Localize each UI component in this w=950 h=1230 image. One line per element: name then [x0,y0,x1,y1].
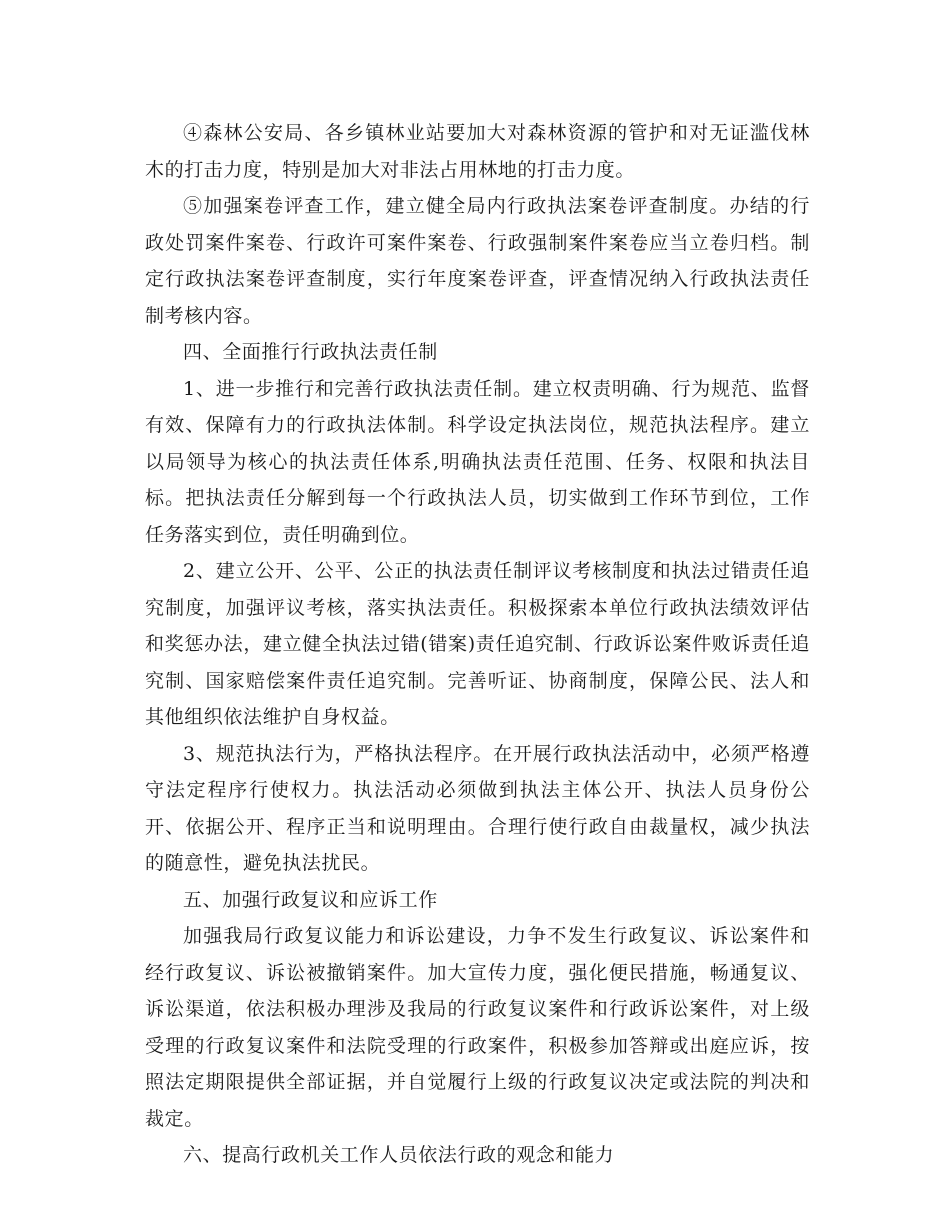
document-body [145,115,810,1174]
paragraph-review-litigation: 加强我局行政复议能力和诉讼建设，力争不发生行政复议、诉讼案件和经行政复议、诉讼被撤销案件。加大宣传力度，强化便民措施，畅通复议、诉讼渠道，依法积极办理涉及我局的行政复议案件和行政诉讼案件，对上级受理的行政复议案件和法院受理的行政案件，积极参加答辩或出庭应诉，按照法定期限提供全部证据，并自觉履行上级的行政复议决定或法院的判决和裁定。 [145,925,810,1130]
section-heading-5: 五、加强行政复议和应诉工作 [183,888,438,911]
paragraph-item-2: 2、建立公开、公平、公正的执法责任制评议考核制度和执法过错责任追究制度，加强评议考核，落实执法责任。积极探索本单位行政执法绩效评估和奖惩办法，建立健全执法过错(错案)责任追究制、行政诉讼案件败诉责任追究制、国家赔偿案件责任追究制。完善听证、协商制度，保障公民、法人和其他组织依法维护自身权益。 [145,560,810,728]
paragraph-item-1: 1、进一步推行和完善行政执法责任制。建立权责明确、行为规范、监督有效、保障有力的行政执法体制。科学设定执法岗位，规范执法程序。建立以局领导为核心的执法责任体系,明确执法责任范围、任务、权限和执法目标。把执法责任分解到每一个行政执法人员，切实做到工作环节到位，工作任务落实到位，责任明确到位。 [145,377,810,546]
paragraph-case-review: ⑤加强案卷评查工作，建立健全局内行政执法案卷评查制度。办结的行政处罚案件案卷、行政许可案件案卷、行政强制案件案卷应当立卷归档。制定行政执法案卷评查制度，实行年度案卷评查，评查情况纳入行政执法责任制考核内容。 [145,195,810,327]
section-heading-6: 六、提高行政机关工作人员依法行政的观念和能力 [183,1144,615,1166]
paragraph-forest-police: ④森林公安局、各乡镇林业站要加大对森林资源的管护和对无证滥伐林木的打击力度，特别是加大对非法占用林地的打击力度。 [145,122,810,181]
paragraph-item-3: 3、规范执法行为，严格执法程序。在开展行政执法活动中，必须严格遵守法定程序行使权力。执法活动必须做到执法主体公开、执法人员身份公开、依据公开、程序正当和说明理由。合理行使行政自由裁量权，减少执法的随意性，避免执法扰民。 [145,742,810,874]
section-heading-4: 四、全面推行行政执法责任制 [183,341,438,363]
